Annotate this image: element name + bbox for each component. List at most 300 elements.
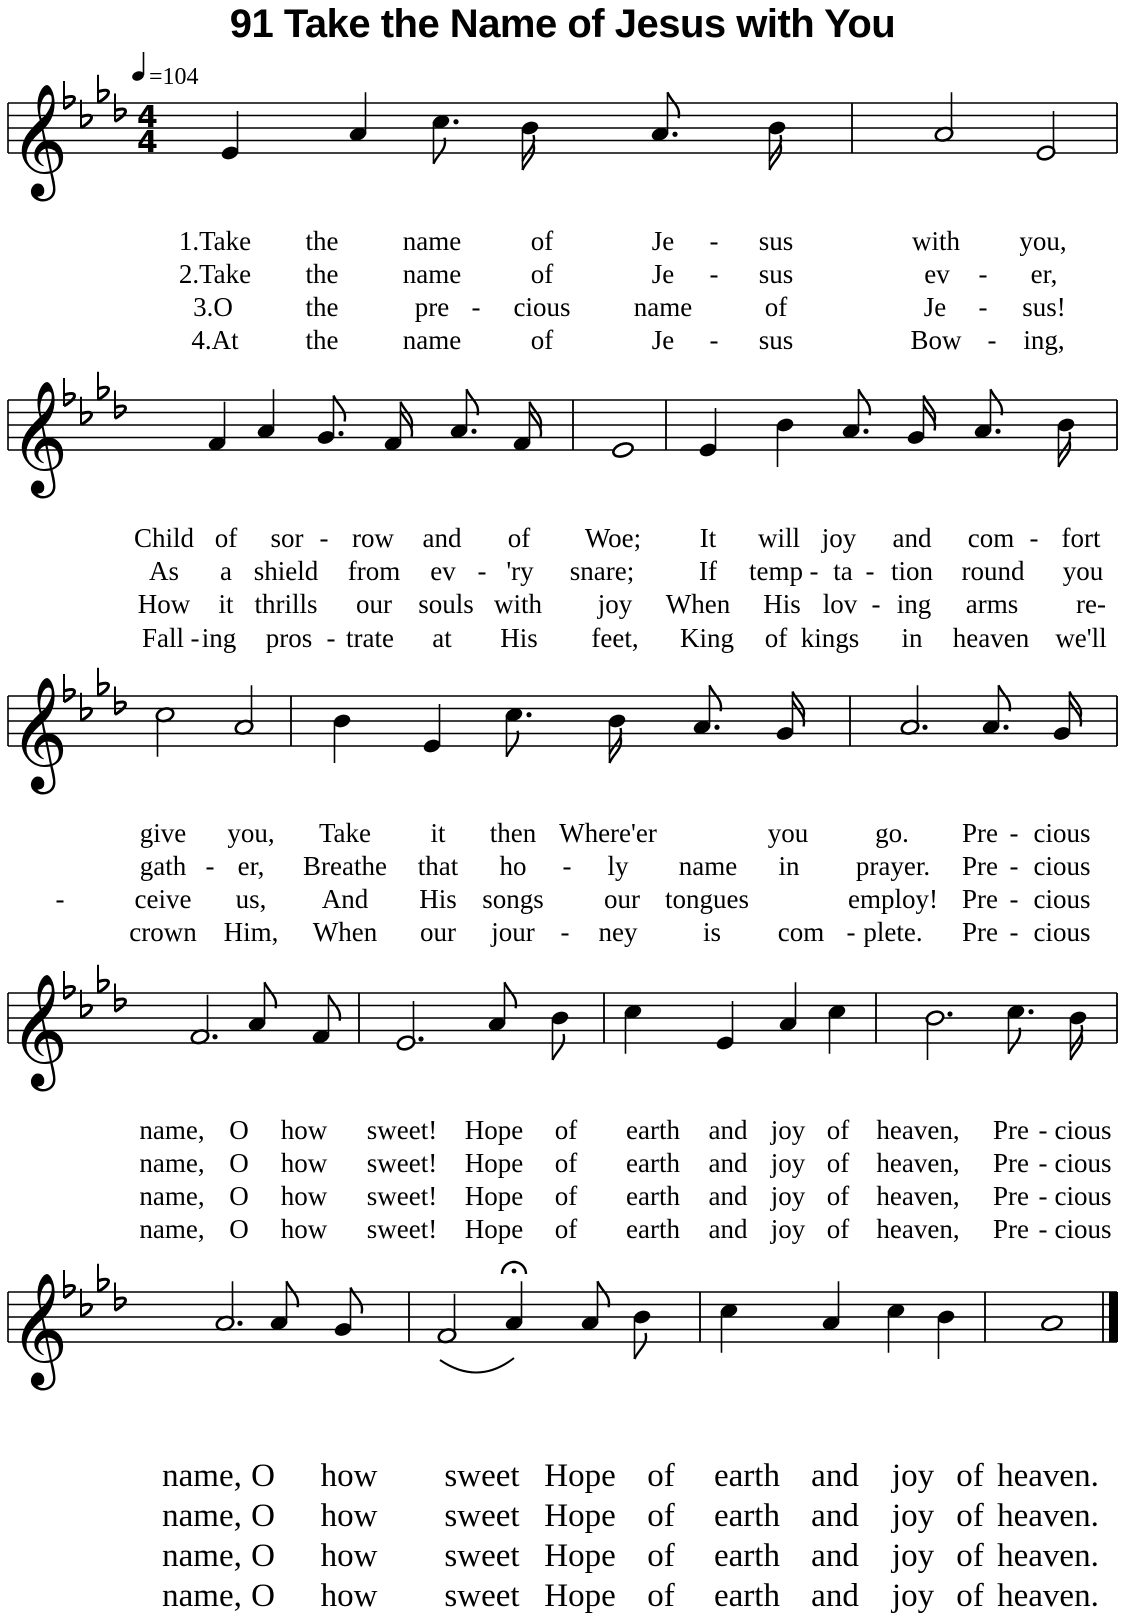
lyric-syllable: name <box>633 292 693 322</box>
lyric-syllable: of <box>554 1148 578 1178</box>
lyric-syllable: joy <box>770 1115 806 1145</box>
flat-sign <box>98 372 109 400</box>
lyric-syllable: that <box>417 851 459 881</box>
lyric-syllable: - <box>1029 523 1039 553</box>
music-note <box>437 1294 457 1345</box>
music-note <box>269 1281 298 1332</box>
lyric-syllable: - <box>978 292 988 322</box>
music-note <box>431 113 459 164</box>
lyric-syllable: in <box>778 851 800 881</box>
treble-clef-icon: 𝄞 <box>10 1272 68 1386</box>
music-note <box>934 92 954 143</box>
lyric-syllable: and <box>708 1181 748 1211</box>
lyric-syllable: a <box>220 556 232 586</box>
music-note <box>692 685 721 736</box>
lyric-syllable: name, <box>162 1498 242 1534</box>
lyric-syllable: with <box>493 589 543 619</box>
lyric-syllable: ney <box>598 917 638 947</box>
lyric-syllable: it <box>430 818 446 848</box>
lyric-syllable: shield <box>253 556 319 586</box>
lyric-syllable: ev <box>924 259 950 289</box>
music-note <box>900 685 928 736</box>
lyric-syllable: - <box>55 884 65 914</box>
lyric-syllable: ev <box>430 556 456 586</box>
lyric-syllable: earth <box>626 1181 680 1211</box>
treble-clef-icon: 𝄞 <box>10 380 68 494</box>
lyric-syllable: Pre <box>993 1181 1029 1211</box>
lyric-syllable: name, <box>139 1181 205 1211</box>
lyric-syllable: O <box>251 1498 275 1534</box>
lyric-syllable: joy <box>891 1498 935 1534</box>
music-note <box>841 389 870 440</box>
lyric-syllable: name, <box>162 1538 242 1574</box>
lyric-syllable: And <box>321 884 369 914</box>
lyric-syllable: is <box>702 917 722 947</box>
lyric-syllable: round <box>961 556 1025 586</box>
lyric-syllable: re- <box>1076 589 1106 619</box>
flat-sign <box>115 687 126 715</box>
lyric-syllable: cious <box>1054 1148 1112 1178</box>
lyric-syllable: earth <box>626 1214 680 1244</box>
lyric-syllable: Je <box>923 292 947 322</box>
lyric-syllable: - <box>871 589 881 619</box>
lyric-syllable: Pre <box>993 1214 1029 1244</box>
lyric-syllable: How <box>137 589 191 619</box>
flat-sign <box>98 1264 109 1292</box>
hymn-title: 91 Take the Name of Jesus with You <box>229 2 896 46</box>
flat-sign <box>81 397 92 425</box>
final-barline-thick <box>1109 1292 1118 1342</box>
lyric-syllable: - <box>978 259 988 289</box>
lyric-syllable: our <box>356 589 392 619</box>
lyric-syllable: how <box>280 1181 328 1211</box>
lyric-syllable: Hope <box>544 1498 616 1534</box>
lyric-syllable: heaven, <box>876 1148 960 1178</box>
lyric-syllable: of <box>554 1181 578 1211</box>
lyric-syllable: Bow <box>910 325 962 355</box>
lyric-syllable: heaven. <box>997 1498 1099 1534</box>
lyric-syllable: and <box>811 1538 859 1574</box>
lyric-syllable: Hope <box>464 1181 524 1211</box>
lyric-syllable: cious <box>1033 818 1091 848</box>
treble-clef-icon: 𝄞 <box>10 973 68 1087</box>
music-note <box>767 119 787 170</box>
lyric-syllable: thrills <box>254 589 318 619</box>
lyric-syllable: it <box>218 589 234 619</box>
lyric-syllable: King <box>680 623 734 653</box>
lyric-syllable: earth <box>626 1148 680 1178</box>
music-note <box>383 402 412 453</box>
lyric-syllable: heaven. <box>997 1458 1099 1494</box>
lyric-syllable: with <box>911 226 961 256</box>
lyric-syllable: in <box>901 623 923 653</box>
lyric-syllable: - <box>809 556 819 586</box>
lyric-syllable: you, <box>227 818 275 848</box>
time-signature-top: 4 <box>137 100 158 135</box>
music-note <box>1068 1009 1088 1060</box>
lyric-syllable: - <box>709 325 719 355</box>
lyric-syllable: of <box>647 1578 675 1614</box>
staff-system <box>8 372 1117 499</box>
lyric-syllable: sweet! <box>366 1115 438 1145</box>
lyric-syllable: lov <box>822 589 858 619</box>
lyric-syllable: cious <box>1033 884 1091 914</box>
lyric-syllable: ing <box>201 623 237 653</box>
lyric-syllable: name, <box>139 1148 205 1178</box>
lyric-syllable: souls <box>418 589 474 619</box>
lyric-syllable: heaven, <box>876 1181 960 1211</box>
lyric-syllable: of <box>647 1498 675 1534</box>
lyric-syllable: Pre <box>993 1115 1029 1145</box>
lyric-syllable: sus <box>758 325 794 355</box>
lyric-syllable: joy <box>821 523 857 553</box>
lyric-syllable: and <box>811 1578 859 1614</box>
music-note <box>580 1281 609 1332</box>
lyric-syllable: Je <box>651 259 675 289</box>
lyric-syllable: and <box>811 1458 859 1494</box>
flat-sign <box>98 965 109 993</box>
lyric-syllable: sweet! <box>366 1214 438 1244</box>
lyric-syllable: and <box>422 523 462 553</box>
music-note <box>348 92 368 143</box>
flat-sign <box>115 94 126 122</box>
lyric-syllable: sweet <box>444 1538 520 1574</box>
music-note <box>607 712 627 763</box>
music-note <box>190 995 218 1046</box>
lyric-syllable: - <box>1009 851 1019 881</box>
lyric-syllable: of <box>826 1148 850 1178</box>
music-note <box>775 416 795 467</box>
lyric-syllable: - <box>319 523 329 553</box>
lyric-syllable: fort <box>1061 523 1101 553</box>
lyric-syllable: of <box>956 1458 984 1494</box>
flat-sign <box>81 1289 92 1317</box>
lyric-syllable: If <box>699 556 717 586</box>
lyric-syllable: earth <box>714 1578 780 1614</box>
lyric-syllable: Pre <box>962 884 998 914</box>
lyric-syllable: prayer. <box>855 851 931 881</box>
lyric-syllable: O <box>229 1214 249 1244</box>
music-note <box>650 92 679 143</box>
lyric-syllable: name <box>402 226 462 256</box>
lyric-syllable: how <box>280 1148 328 1178</box>
lyric-syllable: from <box>347 556 401 586</box>
lyric-syllable: and <box>811 1498 859 1534</box>
lyric-syllable: earth <box>626 1115 680 1145</box>
lyric-syllable: of <box>554 1115 578 1145</box>
lyric-syllable: ceive <box>134 884 192 914</box>
music-note <box>715 1001 735 1052</box>
music-note <box>821 1281 841 1332</box>
lyric-syllable: sweet <box>444 1458 520 1494</box>
music-note <box>234 685 254 736</box>
lyric-syllable: the <box>305 259 339 289</box>
lyric-syllable: Hope <box>464 1115 524 1145</box>
music-note <box>220 111 240 162</box>
lyric-syllable: Child <box>133 523 195 553</box>
lyric-syllable: Pre <box>962 917 998 947</box>
flat-sign <box>98 75 109 103</box>
music-note <box>520 119 540 170</box>
flat-sign <box>98 668 109 696</box>
lyric-syllable: - <box>865 556 875 586</box>
lyric-syllable: sweet <box>444 1498 520 1534</box>
lyric-syllable: sus! <box>1022 292 1066 322</box>
lyric-syllable: Hope <box>464 1148 524 1178</box>
lyric-syllable: Hope <box>544 1538 616 1574</box>
lyric-syllable: 1.Take <box>178 226 252 256</box>
lyric-syllable: of <box>956 1498 984 1534</box>
lyric-syllable: our <box>604 884 640 914</box>
music-note <box>1056 416 1076 467</box>
lyric-syllable: com <box>777 917 825 947</box>
lyric-syllable: how <box>280 1115 328 1145</box>
tempo-bpm: =104 <box>149 64 199 90</box>
lyric-syllable: com <box>967 523 1015 553</box>
lyric-syllable: row <box>352 523 394 553</box>
lyric-syllable: how <box>280 1214 328 1244</box>
lyric-syllable: His <box>763 589 801 619</box>
lyric-syllable: pros <box>265 623 313 653</box>
lyric-syllable: Woe; <box>584 523 642 553</box>
lyric-syllable: O <box>251 1538 275 1574</box>
lyric-syllable: sor <box>270 523 304 553</box>
tempo-marking <box>131 52 199 90</box>
lyric-syllable: will <box>757 523 801 553</box>
lyric-syllable: O <box>251 1458 275 1494</box>
music-note <box>487 982 516 1033</box>
lyric-syllable: earth <box>714 1458 780 1494</box>
lyric-syllable: Hope <box>464 1214 524 1244</box>
lyric-syllable: - <box>477 556 487 586</box>
lyric-syllable: the <box>305 226 339 256</box>
lyric-syllable: of <box>554 1214 578 1244</box>
lyric-syllable: of <box>956 1538 984 1574</box>
lyric-syllable: - <box>846 917 856 947</box>
lyric-syllable: name <box>678 851 738 881</box>
music-note <box>512 402 541 453</box>
lyric-syllable: the <box>305 292 339 322</box>
lyric-syllable: - <box>1009 818 1019 848</box>
lyric-syllable: - <box>1038 1214 1048 1244</box>
lyric-syllable: tion <box>890 556 934 586</box>
lyric-syllable: joy <box>770 1148 806 1178</box>
lyric-syllable: you <box>1062 556 1104 586</box>
lyric-syllable: we'll <box>1055 623 1107 653</box>
music-note <box>1036 111 1056 162</box>
music-note <box>981 685 1010 736</box>
staff-system <box>8 668 1117 795</box>
lyric-syllable: Je <box>651 325 675 355</box>
music-note <box>504 706 532 757</box>
lyric-syllable: you <box>767 818 809 848</box>
lyric-syllable: give <box>139 818 187 848</box>
lyric-syllable: Pre <box>962 851 998 881</box>
time-signature-bottom: 4 <box>137 125 158 160</box>
lyric-syllable: - <box>326 623 336 653</box>
music-note <box>155 706 175 757</box>
lyric-syllable: joy <box>891 1458 935 1494</box>
lyric-syllable: and <box>708 1148 748 1178</box>
lyric-syllable: Take <box>318 818 372 848</box>
music-note <box>1052 692 1081 743</box>
lyric-syllable: - <box>1038 1115 1048 1145</box>
flat-sign <box>115 984 126 1012</box>
lyric-syllable: how <box>320 1498 378 1534</box>
lyric-syllable: arms <box>965 589 1019 619</box>
lyric-syllable: er, <box>237 851 265 881</box>
flat-sign <box>115 391 126 419</box>
lyric-syllable: you, <box>1019 226 1067 256</box>
lyric-syllable: kings <box>800 623 860 653</box>
lyric-syllable: heaven. <box>997 1578 1099 1614</box>
lyric-syllable: ing <box>896 589 932 619</box>
lyric-syllable: of <box>530 226 554 256</box>
lyric-syllable: songs <box>482 884 544 914</box>
lyric-syllable: of <box>530 259 554 289</box>
lyric-syllable: Where'er <box>559 818 657 848</box>
lyric-syllable: crown <box>129 917 197 947</box>
flat-sign <box>81 990 92 1018</box>
lyric-syllable: name, <box>139 1115 205 1145</box>
lyric-syllable: earth <box>714 1538 780 1574</box>
lyric-syllable: ho <box>499 851 527 881</box>
lyric-syllable: and <box>708 1214 748 1244</box>
lyric-syllable: - <box>471 292 481 322</box>
lyric-syllable: O <box>251 1578 275 1614</box>
lyric-syllable: name <box>402 325 462 355</box>
music-note <box>316 396 345 447</box>
music-note <box>449 389 478 440</box>
lyric-syllable: When <box>665 589 731 619</box>
lyric-syllable: at <box>432 623 452 653</box>
lyric-syllable: employ! <box>848 884 938 914</box>
lyric-syllable: 4.At <box>191 325 239 355</box>
lyric-syllable: O <box>229 1148 249 1178</box>
lyric-syllable: of <box>956 1578 984 1614</box>
lyric-syllable: - <box>562 851 572 881</box>
lyric-syllable: - <box>709 259 719 289</box>
music-note <box>775 692 804 743</box>
lyric-syllable: Breathe <box>303 851 387 881</box>
music-note <box>207 402 227 453</box>
lyric-syllable: ta <box>833 556 853 586</box>
lyric-syllable: sus <box>758 259 794 289</box>
lyric-syllable: of <box>826 1181 850 1211</box>
lyric-syllable: of <box>507 523 531 553</box>
music-note <box>827 1003 847 1054</box>
lyric-syllable: trate <box>346 623 394 653</box>
treble-clef-icon: 𝄞 <box>10 83 68 197</box>
treble-clef-icon: 𝄞 <box>10 676 68 790</box>
music-note <box>719 1302 739 1353</box>
music-note <box>925 1009 953 1060</box>
lyric-syllable: of <box>647 1458 675 1494</box>
music-note <box>778 982 798 1033</box>
music-note <box>886 1302 906 1353</box>
lyric-syllable: how <box>320 1458 378 1494</box>
lyric-syllable: 3.O <box>193 292 233 322</box>
lyric-syllable: temp <box>749 556 803 586</box>
staff-system <box>8 1264 1118 1391</box>
lyric-syllable: cious <box>1033 917 1091 947</box>
lyric-syllable: heaven, <box>876 1214 960 1244</box>
lyric-syllable: - <box>1038 1148 1048 1178</box>
lyric-syllable: O <box>229 1181 249 1211</box>
music-note <box>256 389 276 440</box>
music-note <box>936 1308 956 1359</box>
lyric-syllable: how <box>320 1578 378 1614</box>
lyric-syllable: cious <box>1054 1115 1112 1145</box>
lyric-syllable: joy <box>597 589 633 619</box>
lyric-syllable: name <box>402 259 462 289</box>
music-note <box>632 1308 652 1359</box>
lyric-syllable: - <box>1038 1181 1048 1211</box>
lyric-syllable: cious <box>1054 1181 1112 1211</box>
lyric-syllable: then <box>489 818 537 848</box>
lyric-syllable: snare; <box>569 556 635 586</box>
lyric-syllable: joy <box>770 1214 806 1244</box>
lyric-syllable: sweet <box>444 1578 520 1614</box>
lyric-syllable: Hope <box>544 1458 616 1494</box>
lyric-syllable: of <box>764 292 788 322</box>
lyric-syllable: O <box>229 1115 249 1145</box>
lyric-syllable: When <box>312 917 378 947</box>
lyric-syllable: ing, <box>1023 325 1065 355</box>
lyric-syllable: earth <box>714 1498 780 1534</box>
lyric-syllable: of <box>826 1115 850 1145</box>
lyric-syllable: cious <box>1054 1214 1112 1244</box>
lyric-syllable: feet, <box>591 623 639 653</box>
music-note <box>623 1003 643 1054</box>
lyric-syllable: - <box>205 851 215 881</box>
lyric-syllable: of <box>826 1214 850 1244</box>
lyric-syllable: sus <box>758 226 794 256</box>
music-note <box>973 389 1002 440</box>
lyric-syllable: sweet! <box>366 1181 438 1211</box>
lyric-syllable: Je <box>651 226 675 256</box>
music-note <box>698 408 718 459</box>
lyric-syllable: - <box>560 917 570 947</box>
lyric-syllable: of <box>764 623 788 653</box>
lyric-syllable: heaven. <box>997 1538 1099 1574</box>
lyric-syllable: heaven <box>952 623 1030 653</box>
lyric-syllable: plete. <box>863 917 923 947</box>
lyric-syllable: how <box>320 1538 378 1574</box>
music-note <box>215 1281 243 1332</box>
lyric-syllable: As <box>148 556 180 586</box>
lyric-syllable: heaven, <box>876 1115 960 1145</box>
music-note <box>332 712 352 763</box>
lyric-syllable: name, <box>139 1214 205 1244</box>
lyric-syllable: - <box>1009 884 1019 914</box>
staff-system <box>8 965 1117 1092</box>
lyric-syllable: of <box>530 325 554 355</box>
lyric-syllable: - <box>190 623 200 653</box>
lyric-syllable: us, <box>235 884 267 914</box>
music-note <box>906 396 935 447</box>
music-note <box>550 1009 570 1060</box>
flat-sign <box>115 1283 126 1311</box>
lyric-syllable: and <box>892 523 932 553</box>
lyric-syllable: Pre <box>962 818 998 848</box>
lyric-syllable: of <box>647 1538 675 1574</box>
lyric-syllable: cious <box>1033 851 1091 881</box>
lyric-syllable: cious <box>513 292 571 322</box>
lyric-syllable: Fall <box>141 623 185 653</box>
lyric-syllable: - <box>987 325 997 355</box>
lyric-syllable: er, <box>1030 259 1058 289</box>
